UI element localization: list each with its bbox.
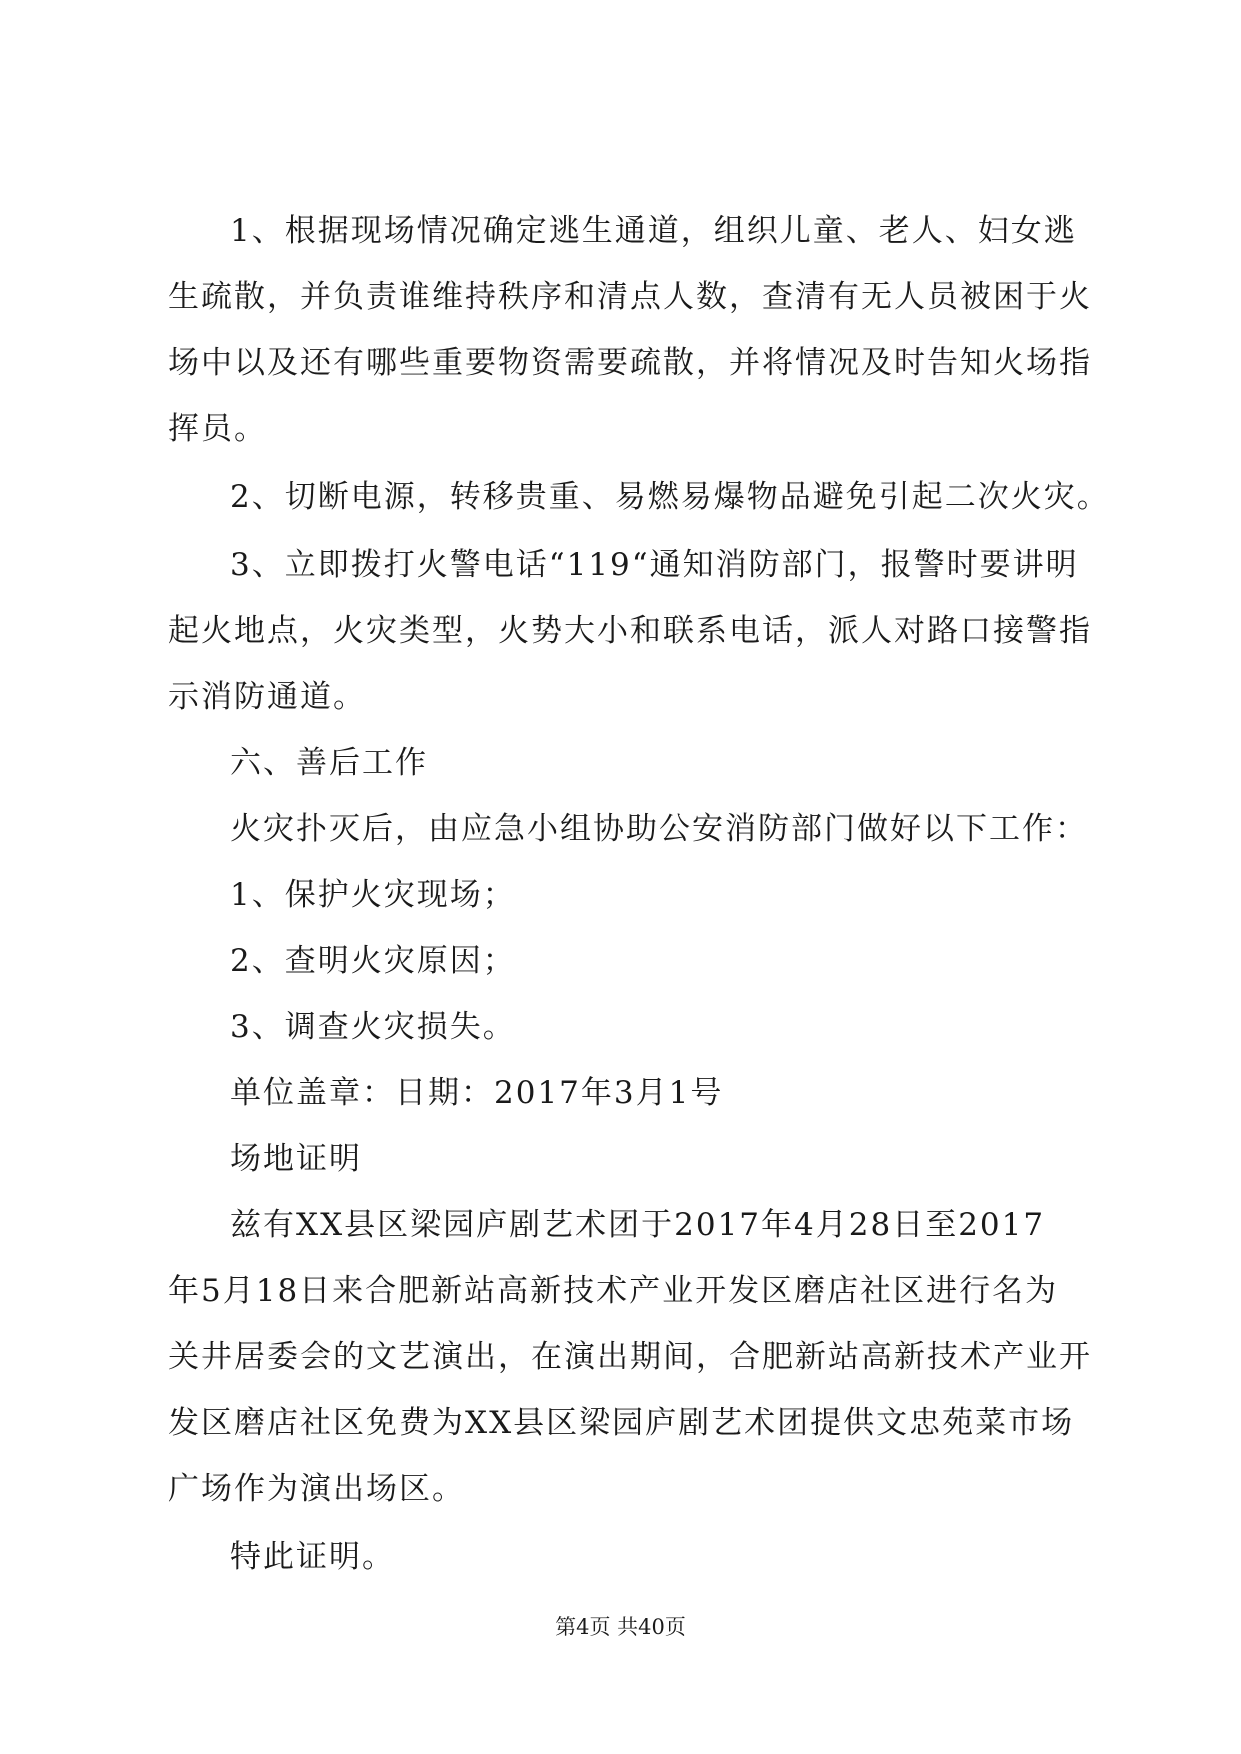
text-line: 起火地点，火灾类型，火势大小和联系电话，派人对路口接警指 (168, 613, 1092, 649)
list-item: 2、查明火灾原因； (230, 943, 516, 979)
section-heading: 六、善后工作 (230, 745, 428, 781)
text-line: 发区磨店社区免费为XX县区梁园庐剧艺术团提供文忠苑菜市场 (168, 1405, 1075, 1441)
text-line: 场中以及还有哪些重要物资需要疏散，并将情况及时告知火场指 (168, 345, 1092, 381)
text-line: 生疏散，并负责谁维持秩序和清点人数，查清有无人员被困于火 (168, 279, 1092, 315)
text-line: 示消防通道。 (168, 679, 366, 715)
text-line: 特此证明。 (230, 1539, 395, 1575)
text-line: 1、根据现场情况确定逃生通道，组织儿童、老人、妇女逃 (230, 213, 1077, 249)
page-number-footer: 第4页 共40页 (555, 1615, 686, 1639)
list-item: 3、调查火灾损失。 (230, 1009, 516, 1045)
text-line: 广场作为演出场区。 (168, 1471, 465, 1507)
section-heading: 场地证明 (230, 1141, 362, 1177)
text-line: 2、切断电源，转移贵重、易燃易爆物品避免引起二次火灾。 (230, 479, 1110, 515)
text-line: 挥员。 (168, 411, 267, 447)
stamp-date-line: 单位盖章：日期：2017年3月1号 (230, 1075, 724, 1111)
text-line: 3、立即拨打火警电话“119“通知消防部门，报警时要讲明 (230, 547, 1079, 583)
text-line: 火灾扑灭后，由应急小组协助公安消防部门做好以下工作： (230, 811, 1088, 847)
list-item: 1、保护火灾现场； (230, 877, 516, 913)
text-line: 关井居委会的文艺演出，在演出期间，合肥新站高新技术产业开 (168, 1339, 1092, 1375)
text-line: 兹有XX县区梁园庐剧艺术团于2017年4月28日至2017 (230, 1207, 1046, 1243)
text-line: 年5月18日来合肥新站高新技术产业开发区磨店社区进行名为 (168, 1273, 1059, 1309)
